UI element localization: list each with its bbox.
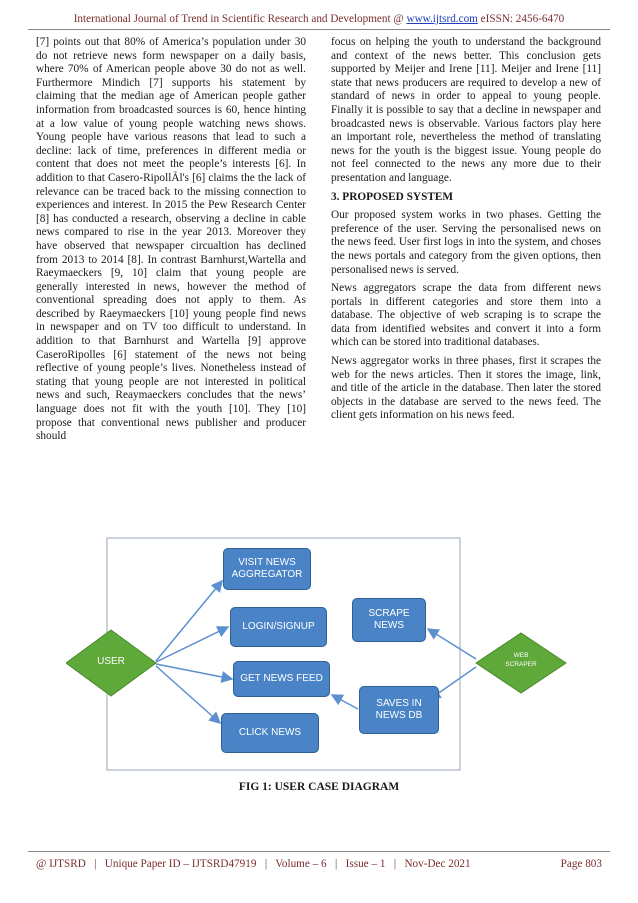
arrow-user-login	[156, 627, 228, 662]
journal-issn: eISSN: 2456-6470	[480, 13, 565, 25]
right-paragraph-1: focus on helping the youth to understand the background and context of the news better. This conclusion gets supported by Meijer and Irene [11]. Meijer and Irene [11] state that news producers are required to develop a new of standard of news in order to appeal to young people. Finally it is possible to say that a decline in newspaper and broadcasted news is observable. Various factors play here an important role, nevertheless the method of translating news for the youth is the biggest issue. Young people do not feel connected to the news any more due to their presentation and language.	[331, 36, 601, 184]
scrape-news-box: SCRAPE NEWS	[352, 598, 426, 642]
use-case-diagram	[66, 533, 576, 773]
web-scraper-label	[491, 651, 551, 669]
footer-info: @ IJTSRD | Unique Paper ID – IJTSRD47919 | Volume – 6 | Issue – 1 | Nov-Dec 2021	[36, 858, 471, 870]
left-paragraph-1: [7] points out that 80% of America’s population under 30 do not retrieve news form newspaper on a daily basis, where 70% of American people above 30 do not as well. Furthermore Mindich [7] supports his statement by claiming that the median age of American people gather information from broadcasted sources is 60, hence hinting at a low value of young people watching news shows. Young people have various reasons that lead to such a decline: lack of time, preferences in different media or content that does not meet the people’s interests [6]. In addition to that Casero-RipollÃl's [6] claims the the lack of relevance can be traced back to the missing connection to experiences and interest. In 2015 the Pew Research Center [8] has conducted a research, observing a decline in cable news compared to rise in the year 2013. Moreover they have observed that newspaper circualtion has declined from 2013 to 2014 [8]. In contrast Barnhurst,Wartella and Raeymaeckers [9, 10] claim that young people are generally interested in news, however the method of conventional spreading does not apply to them. As described by Raeymaeckers [10] young people find news in newspaper and on TV too difficult to understand. In addition to that Barnhurst and Wartella [9] approve CaseroRipolles [6] statement of the news not being reflective of young people’s lives. Nonetheless instead of stating that young people are not interested in political news and such, Reaymaeckers concludes that the news’ language does not fit with the youth [10]. They [10] propose that conventional news publisher and producer should	[36, 36, 306, 443]
web-scraper-label-line2: SCRAPER	[505, 661, 537, 668]
journal-name: International Journal of Trend in Scientific Research and Development @	[73, 13, 404, 25]
right-paragraph-4: News aggregator works in three phases, first it scrapes the web for the news articles. Then it stores the image, link, and title of the article in the database. Then later the stored objects in the database are served to the news feed. The client gets information on his news feed.	[331, 355, 601, 422]
header-rule	[28, 29, 610, 30]
user-label: USER	[97, 656, 125, 667]
click-news-box: CLICK NEWS	[221, 713, 319, 753]
figure-caption: FIG 1: USER CASE DIAGRAM	[238, 781, 400, 793]
journal-url-link[interactable]: www.ijtsrd.com	[406, 13, 478, 25]
journal-header	[0, 13, 638, 25]
left-column	[36, 36, 306, 449]
arrow-user-visit	[156, 581, 222, 661]
right-paragraph-3: News aggregators scrape the data from different news portals in different categories and store them into a database. The objective of web scraping is to scrape the data from identified websites and convert it into a form which can be stored into traditional databases.	[331, 282, 601, 349]
page-number: Page 803	[560, 858, 602, 870]
page-footer	[36, 858, 602, 870]
visit-news-aggregator-box: VISIT NEWS AGGREGATOR	[223, 548, 311, 590]
right-paragraph-2: Our proposed system works in two phases. Getting the preference of the user. Serving the personalised news on the news feed. User first logs in into the system, and choses the news portals and category from the given options, then personalised news is served.	[331, 209, 601, 276]
footer-rule	[28, 851, 610, 852]
right-column	[331, 36, 601, 428]
web-scraper-label-line1: WEB	[513, 652, 529, 659]
saves-in-news-db-box: SAVES IN NEWS DB	[359, 686, 439, 734]
section-heading: 3. PROPOSED SYSTEM	[331, 190, 454, 203]
get-news-feed-box: GET NEWS FEED	[233, 661, 330, 697]
login-signup-box: LOGIN/SIGNUP	[230, 607, 327, 647]
arrow-db-feed	[332, 695, 358, 709]
arrow-scraper-scrape	[428, 629, 476, 659]
